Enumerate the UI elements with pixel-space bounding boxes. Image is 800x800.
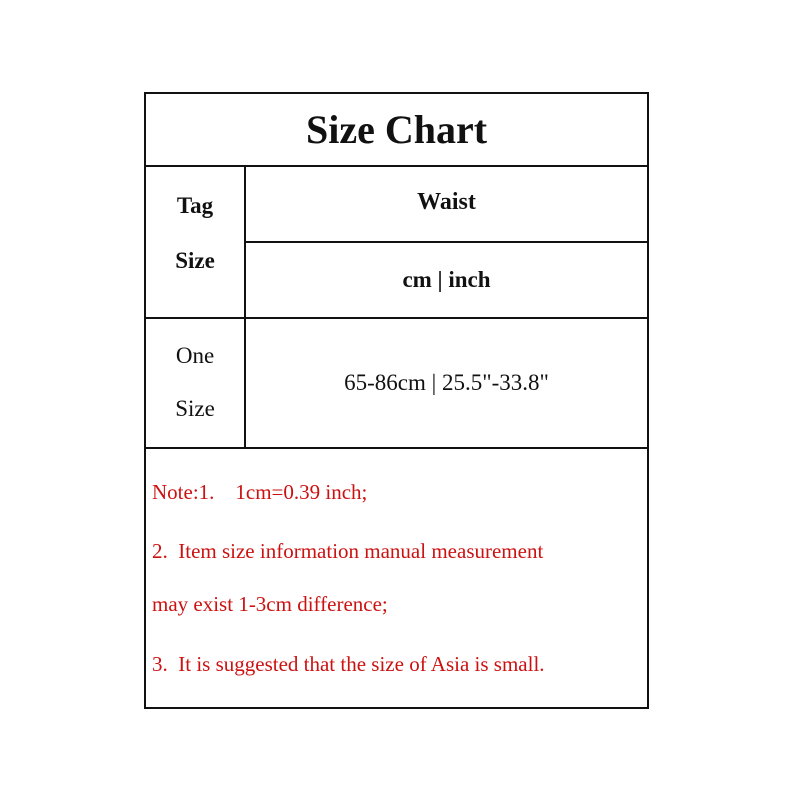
tag-size-header-cell [146,167,246,319]
note-line-2: 2. Item size information manual measurement [152,539,544,563]
tag-size-label-line1: Tag [176,193,214,218]
size-chart-table [144,92,649,709]
waist-header: Waist [246,167,647,243]
note-line-4: 3. It is suggested that the size of Asia is small. [152,652,545,676]
note-line-3: may exist 1-3cm difference; [152,592,388,616]
waist-value-cell: 65-86cm | 25.5"-33.8" [246,319,647,449]
units-header: cm | inch [246,243,647,319]
size-cell [146,319,246,449]
size-label-line1: One [175,343,215,368]
notes-section [146,449,647,707]
tag-size-label-line2: Size [175,248,215,273]
size-label-line2: Size [175,396,215,421]
note-line-1: Note:1. 1cm=0.39 inch; [152,480,368,504]
chart-title: Size Chart [146,94,647,167]
